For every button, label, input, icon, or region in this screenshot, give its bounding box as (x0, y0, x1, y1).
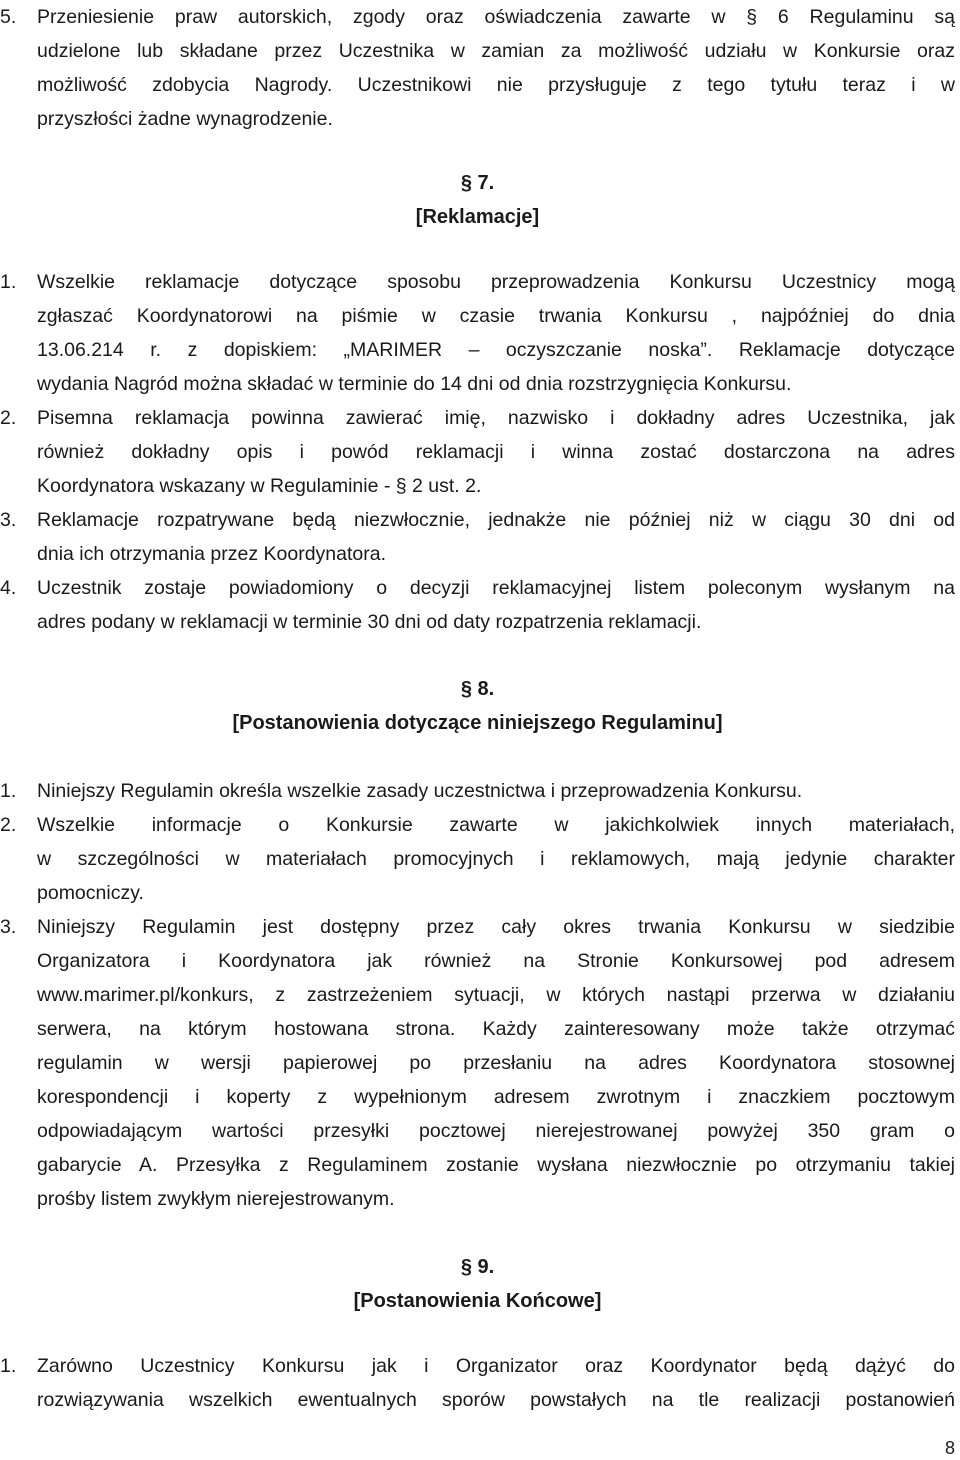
section-heading-9 (0, 1250, 955, 1318)
paragraph-line: regulamin w wersji papierowej po przesłaniu na adres Koordynatora stosownej (37, 1052, 955, 1074)
page-number: 8 (944, 1438, 955, 1458)
item-number: 2. (0, 814, 17, 836)
item-number: 1. (0, 271, 17, 293)
item-number: 3. (0, 509, 17, 531)
item-number: 1. (0, 1355, 17, 1377)
section-title: [Reklamacje] (415, 206, 540, 228)
paragraph-line: odpowiadającym wartości przesyłki pocztowej nierejestrowanej powyżej 350 gram o (37, 1120, 955, 1142)
section-number: § 8. (460, 678, 495, 700)
paragraph-line: udzielone lub składane przez Uczestnika w zamian za możliwość udziału w Konkursie oraz (37, 40, 955, 62)
paragraph-line: pomocniczy. (37, 882, 144, 904)
section-heading-7 (0, 166, 955, 234)
paragraph-line: możliwość zdobycia Nagrody. Uczestnikowi nie przysługuje z tego tytułu teraz i w (37, 74, 955, 96)
section-title: [Postanowienia Końcowe] (353, 1290, 602, 1312)
paragraph-line: serwera, na którym hostowana strona. Każdy zainteresowany może także otrzymać (37, 1018, 955, 1040)
item-number: 2. (0, 407, 17, 429)
paragraph-line: rozwiązywania wszelkich ewentualnych sporów powstałych na tle realizacji postanowień (37, 1389, 955, 1411)
paragraph-line: Koordynatora wskazany w Regulaminie - § 2 ust. 2. (37, 475, 482, 497)
paragraph-line: wydania Nagród można składać w terminie do 14 dni od dnia rozstrzygnięcia Konkursu. (37, 373, 792, 395)
paragraph-line: 13.06.214 r. z dopiskiem: „MARIMER – oczyszczanie noska”. Reklamacje dotyczące (37, 339, 955, 361)
paragraph-line: Reklamacje rozpatrywane będą niezwłocznie, jednakże nie później niż w ciągu 30 dni od (37, 509, 955, 531)
paragraph-line: www.marimer.pl/konkurs, z zastrzeżeniem sytuacji, w których nastąpi przerwa w działaniu (37, 984, 955, 1006)
paragraph-line: dnia ich otrzymania przez Koordynatora. (37, 543, 387, 565)
paragraph-line: Organizatora i Koordynatora jak również na Stronie Konkursowej pod adresem (37, 950, 955, 972)
paragraph-line: Pisemna reklamacja powinna zawierać imię, nazwisko i dokładny adres Uczestnika, jak (37, 407, 955, 429)
section-title: [Postanowienia dotyczące niniejszego Regulaminu] (232, 712, 723, 734)
paragraph-line: Wszelkie informacje o Konkursie zawarte w jakichkolwiek innych materiałach, (37, 814, 955, 836)
section-number: § 9. (460, 1256, 495, 1278)
item-number: 4. (0, 577, 17, 599)
paragraph-line: w szczególności w materiałach promocyjnych i reklamowych, mają jedynie charakter (37, 848, 955, 870)
paragraph-line: Niniejszy Regulamin określa wszelkie zasady uczestnictwa i przeprowadzenia Konkursu. (37, 780, 803, 802)
paragraph-line: adres podany w reklamacji w terminie 30 dni od daty rozpatrzenia reklamacji. (37, 611, 702, 633)
paragraph-line: prośby listem zwykłym nierejestrowanym. (37, 1188, 395, 1210)
paragraph-line: Niniejszy Regulamin jest dostępny przez cały okres trwania Konkursu w siedzibie (37, 916, 955, 938)
item-number: 1. (0, 780, 17, 802)
item-number: 5. (0, 6, 17, 28)
paragraph-line: zgłaszać Koordynatorowi na piśmie w czasie trwania Konkursu , najpóźniej do dnia (37, 305, 955, 327)
paragraph-line: Zarówno Uczestnicy Konkursu jak i Organizator oraz Koordynator będą dążyć do (37, 1355, 955, 1377)
section-heading-8 (0, 672, 955, 740)
paragraph-line: gabarycie A. Przesyłka z Regulaminem zostanie wysłana niezwłocznie po otrzymaniu takiej (37, 1154, 955, 1176)
paragraph-line: Przeniesienie praw autorskich, zgody oraz oświadczenia zawarte w § 6 Regulaminu są (37, 6, 955, 28)
paragraph-line: również dokładny opis i powód reklamacji i winna zostać dostarczona na adres (37, 441, 955, 463)
paragraph-line: Uczestnik zostaje powiadomiony o decyzji reklamacyjnej listem poleconym wysłanym na (37, 577, 955, 599)
paragraph-line: Wszelkie reklamacje dotyczące sposobu przeprowadzenia Konkursu Uczestnicy mogą (37, 271, 955, 293)
paragraph-line: korespondencji i koperty z wypełnionym adresem zwrotnym i znaczkiem pocztowym (37, 1086, 955, 1108)
section-number: § 7. (460, 172, 495, 194)
item-number: 3. (0, 916, 17, 938)
paragraph-line: przyszłości żadne wynagrodzenie. (37, 108, 333, 130)
